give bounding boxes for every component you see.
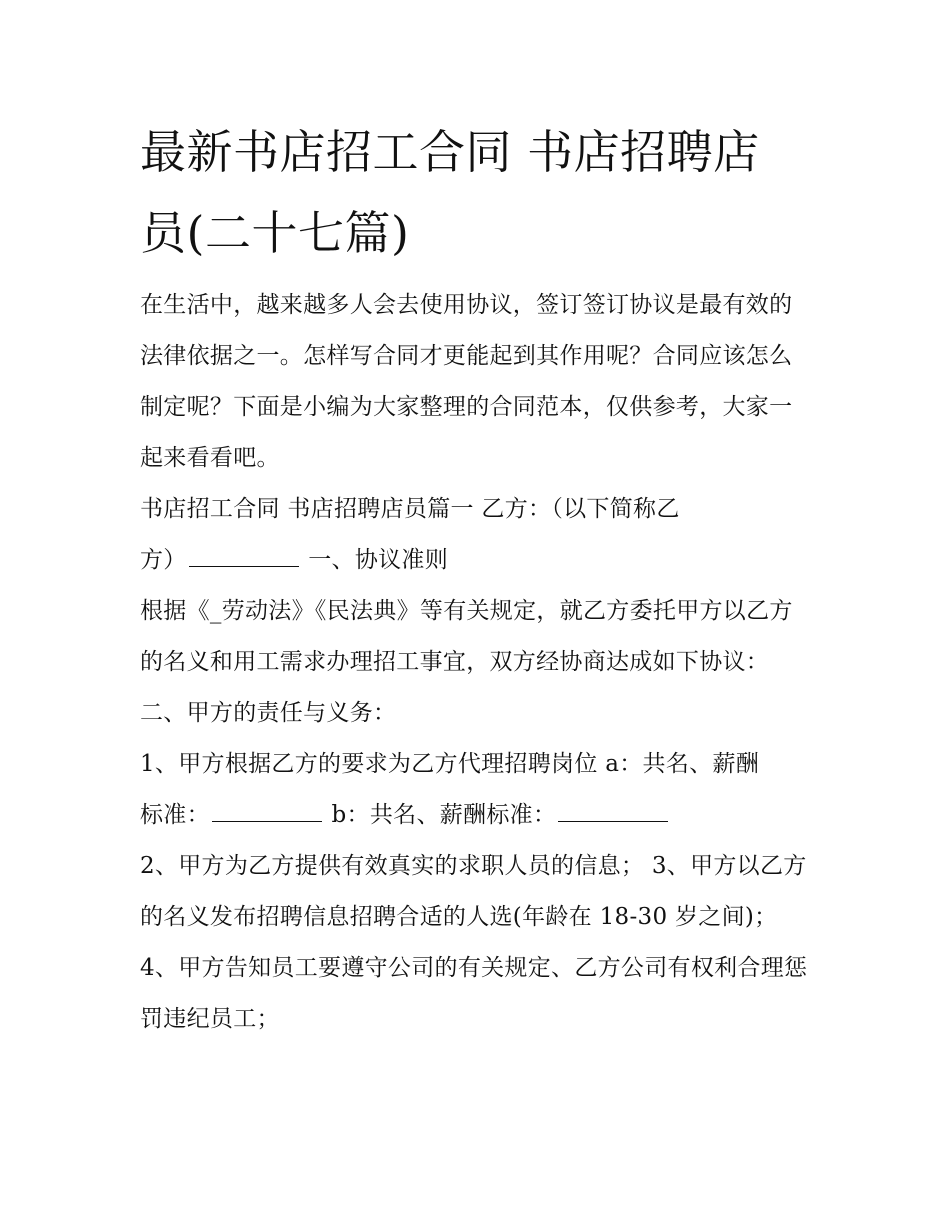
document-title bbox=[140, 112, 812, 274]
blank-line bbox=[212, 798, 322, 822]
basis-paragraph: 根据《_劳动法》《民法典》等有关规定，就乙方委托甲方以乙方的名义和用工需求办理招工事宜，双方经协商达成如下协议： 二、甲方的责任与义务： bbox=[140, 598, 793, 726]
item-2-3-paragraph: 2、甲方为乙方提供有效真实的求职人员的信息； 3、甲方以乙方的名义发布招聘信息招聘合适的人选(年龄在 18-30 岁之间)； bbox=[140, 853, 807, 930]
position-b-label: b：共名、薪酬标准： bbox=[331, 802, 557, 828]
item-1-line-1: 1、甲方根据乙方的要求为乙方代理招聘岗位 a：共名、薪酬 bbox=[140, 751, 760, 777]
blank-line bbox=[189, 543, 299, 567]
agreement-principle-heading: 一、协议准则 bbox=[308, 547, 449, 573]
document-page bbox=[140, 112, 812, 1045]
salary-standard-a-label: 标准： bbox=[140, 802, 210, 828]
section-heading-line-2 bbox=[140, 535, 812, 586]
item-4-paragraph: 4、甲方告知员工要遵守公司的有关规定、乙方公司有权利合理惩罚违纪员工； bbox=[140, 955, 808, 1032]
title-line-2: 员(二十七篇) bbox=[140, 206, 410, 260]
intro-paragraph: 在生活中，越来越多人会去使用协议，签订签订协议是最有效的法律依据之一。怎样写合同才更能起到其作用呢？合同应该怎么制定呢？下面是小编为大家整理的合同范本，仅供参考，大家一起来看看吧。 bbox=[140, 292, 793, 471]
section-heading-line-1: 书店招工合同 书店招聘店员篇一 乙方：（以下简称乙 bbox=[140, 496, 680, 522]
title-line-1: 最新书店招工合同 书店招聘店 bbox=[140, 125, 760, 179]
party-b-label: 方） bbox=[140, 547, 187, 573]
blank-line bbox=[558, 798, 668, 822]
item-1-line-2 bbox=[140, 790, 812, 841]
